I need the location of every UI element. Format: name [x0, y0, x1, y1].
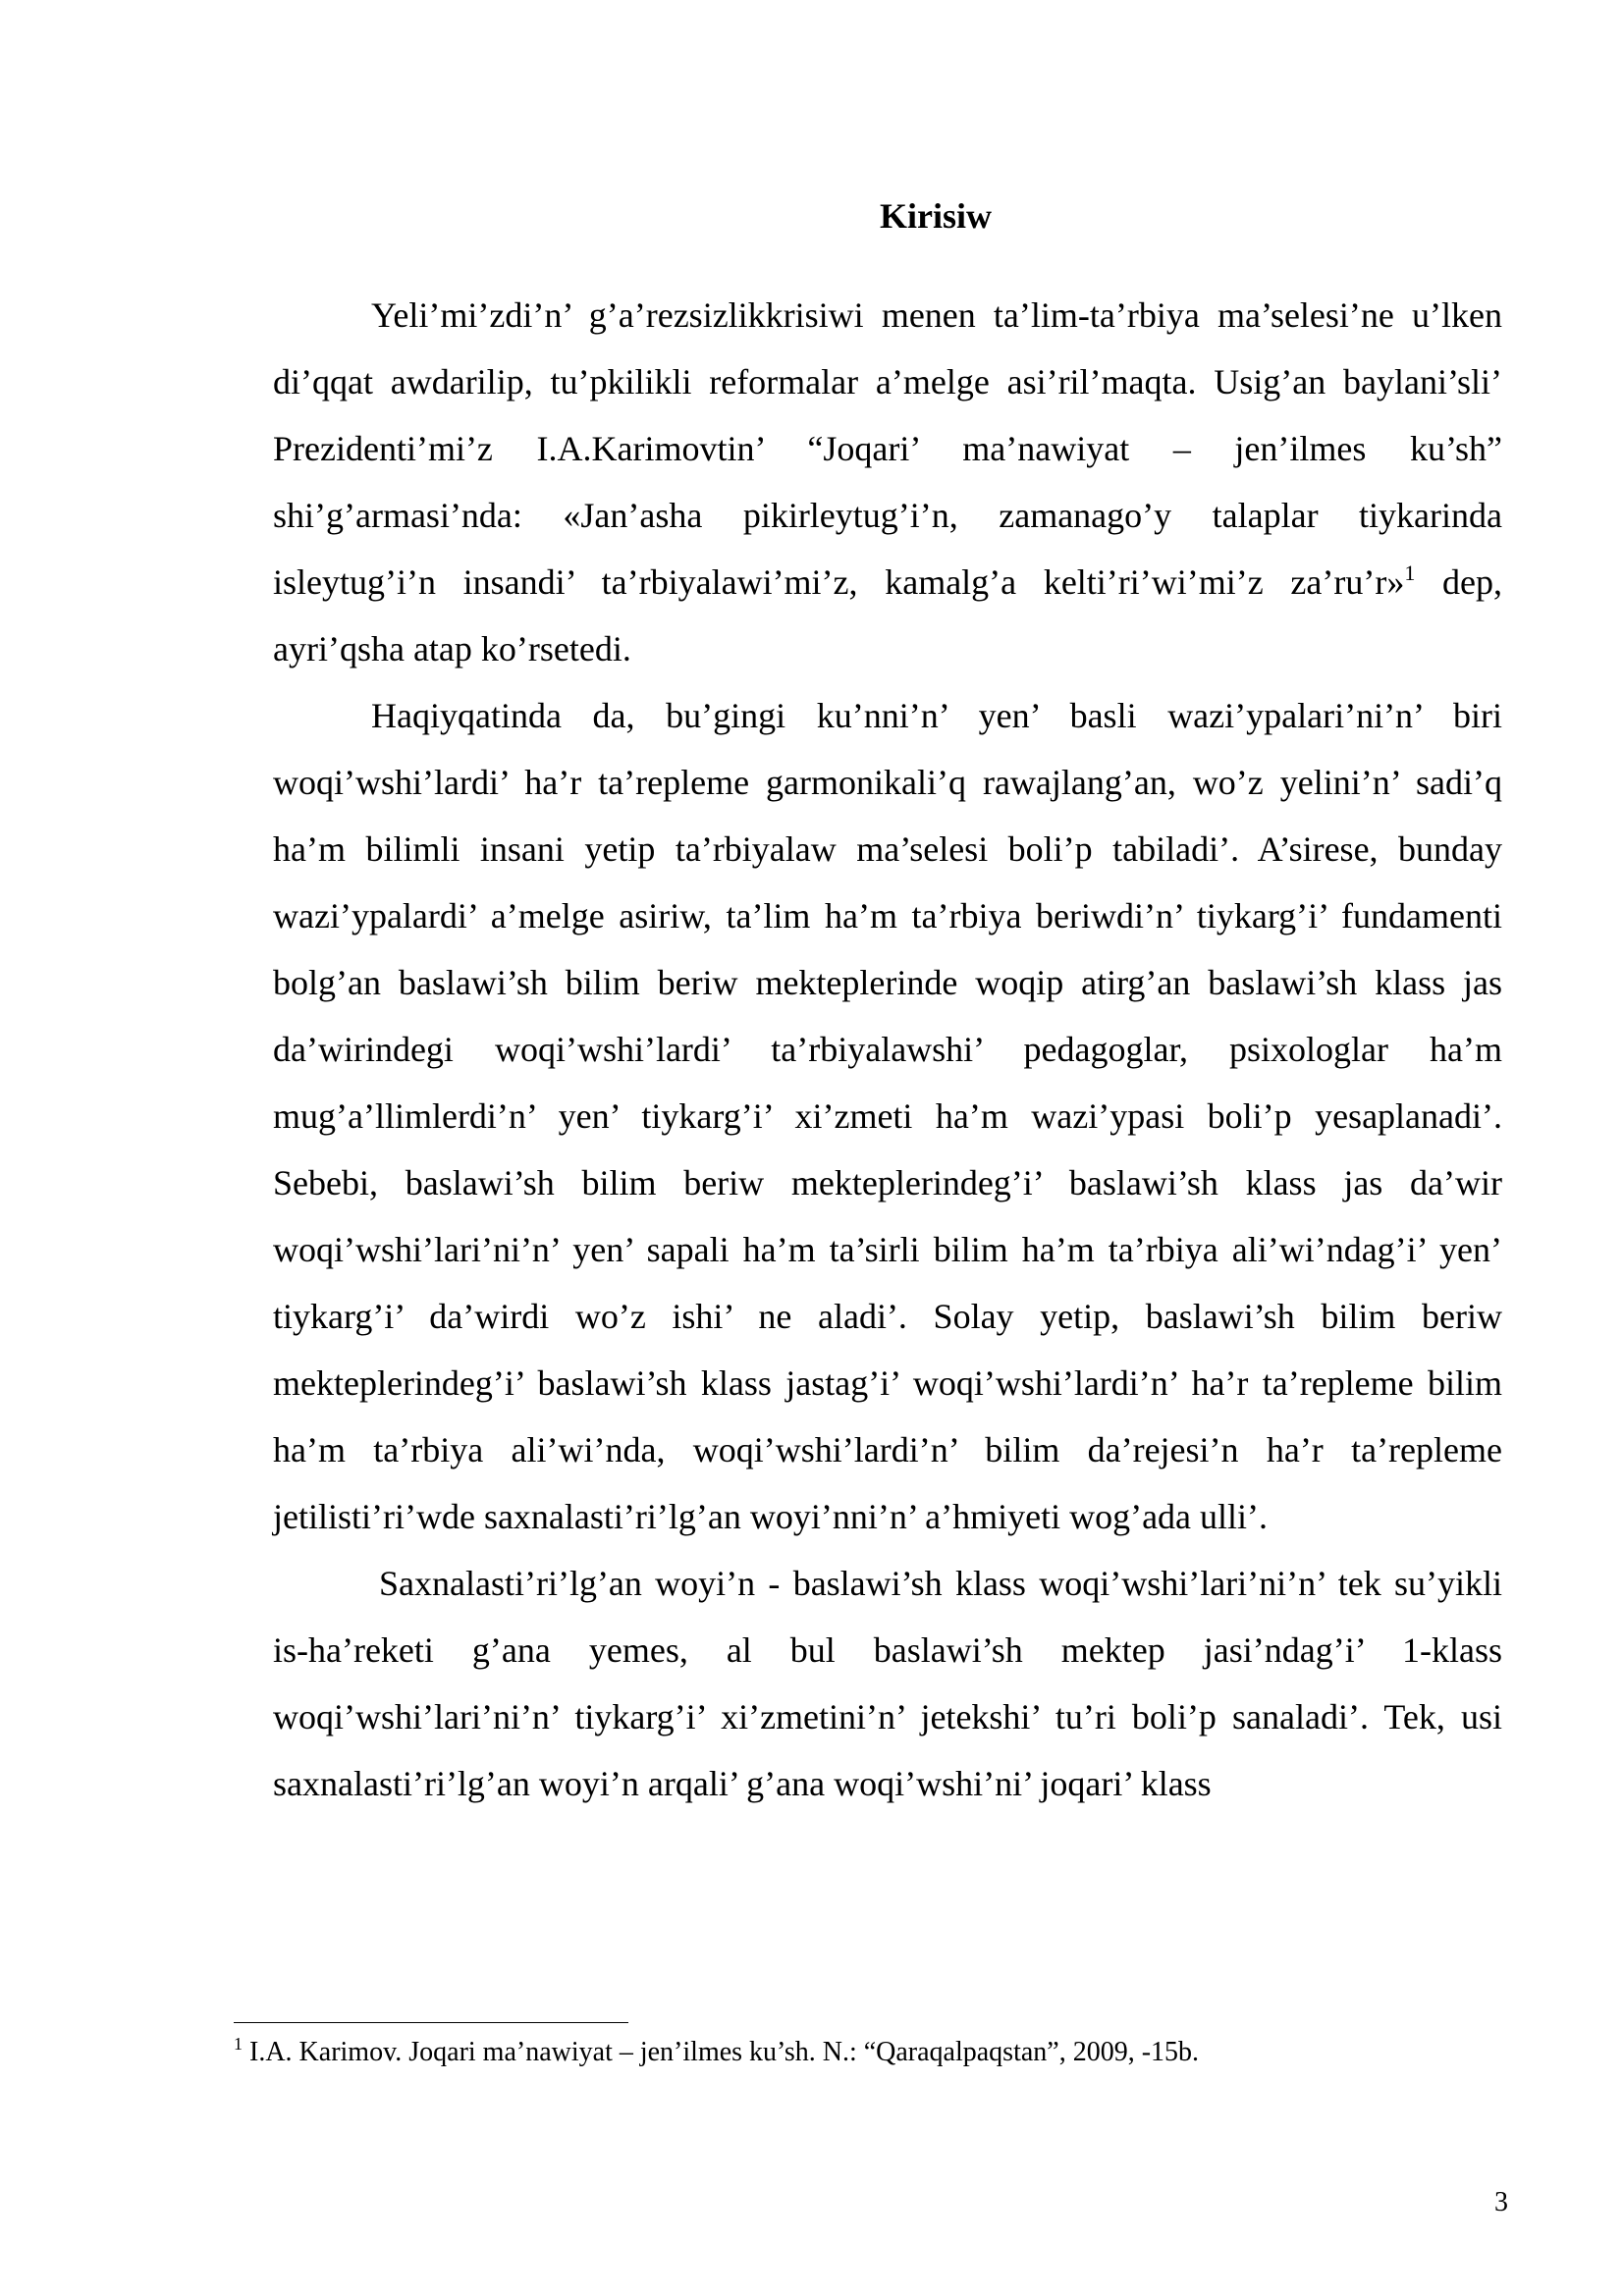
footnote-text: I.A. Karimov. Joqari ma’nawiyat – jen’ilmes ku’sh. N.: “Qaraqalpaqstan”, 2009, -15b.: [243, 2037, 1200, 2067]
footnote-reference: 1: [1404, 561, 1416, 585]
footnote: [234, 2034, 1500, 2071]
section-title: Kirisiw: [880, 196, 992, 236]
paragraph-2: Haqiyqatinda da, bu’gingi ku’nni’n’ yen’ basli wazi’ypalari’ni’n’ biri woqi’wshi’lardi’ ha’r ta’repleme garmonikali’q rawajlang’an, wo’z yelini’n’ sadi’q ha’m bilimli insani yetip ta’rbiyalaw ma’selesi boli’p tabiladi’. A’sirese, bunday wazi’ypalardi’ a’melge asiriw, ta’lim ha’m ta’rbiya beriwdi’n’ tiykarg’i’ fundamenti bolg’an baslawi’sh bilim beriw mekteplerinde woqip atirg’an baslawi’sh klass jas da’wirindegi woqi’wshi’lardi’ ta’rbiyalawshi’ pedagoglar, psixologlar ha’m mug’a’llimlerdi’n’ yen’ tiykarg’i’ xi’zmeti ha’m wazi’ypasi boli’p yesaplanadi’. Sebebi, baslawi’sh bilim beriw mekteplerindeg’i’ baslawi’sh klass jas da’wir woqi’wshi’lari’ni’n’ yen’ sapali ha’m ta’sirli bilim ha’m ta’rbiya ali’wi’ndag’i’ yen’ tiykarg’i’ da’wirdi wo’z ishi’ ne aladi’. Solay yetip, baslawi’sh bilim beriw mekteplerindeg’i’ baslawi’sh klass jastag’i’ woqi’wshi’lardi’n’ ha’r ta’repleme bilim ha’m ta’rbiya ali’wi’nda, woqi’wshi’lardi’n’ bilim da’rejesi’n ha’r ta’repleme jetilisti’ri’wde saxnalasti’ri’lg’an woyi’nni’n’ a’hmiyeti wog’ada ulli’.: [273, 696, 1502, 1536]
paragraph-1-text: Yeli’mi’zdi’n’ g’a’rezsizlikkrisiwi menen ta’lim-ta’rbiya ma’selesi’ne u’lken di’qqat awdarilip, tu’pkilikli reformalar a’melge asi’ril’maqta. Usig’an baylani’sli’ Prezidenti’mi’z I.A.Karimovtin’ “Joqari’ ma’nawiyat – jen’ilmes ku’sh” shi’g’armasi’nda: «Jan’asha pikirleytug’i’n, zamanago’y talaplar tiykarinda isleytug’i’n insandi’ ta’rbiyalawi’mi’z, kamalg’a kelti’ri’wi’mi’z za’ru’r»: [273, 295, 1502, 602]
paragraph-1-text-end: dep, ayri’qsha atap ko’rsetedi.: [273, 562, 1503, 668]
body-text: [273, 282, 1502, 1817]
footnote-separator: [234, 2022, 628, 2023]
footnote-marker: 1: [234, 2034, 243, 2054]
paragraph-1: [273, 282, 1502, 682]
page-number: 3: [1494, 2187, 1508, 2217]
paragraph-3: Saxnalasti’ri’lg’an woyi’n - baslawi’sh klass woqi’wshi’lari’ni’n’ tek su’yikli is-ha’reketi g’ana yemes, al bul baslawi’sh mektep jasi’ndag’i’ 1-klass woqi’wshi’lari’ni’n’ tiykarg’i’ xi’zmetini’n’ jetekshi’ tu’ri boli’p sanaladi’. Tek, usi saxnalasti’ri’lg’an woyi’n arqali’ g’ana woqi’wshi’ni’ joqari’ klass: [273, 1564, 1502, 1803]
